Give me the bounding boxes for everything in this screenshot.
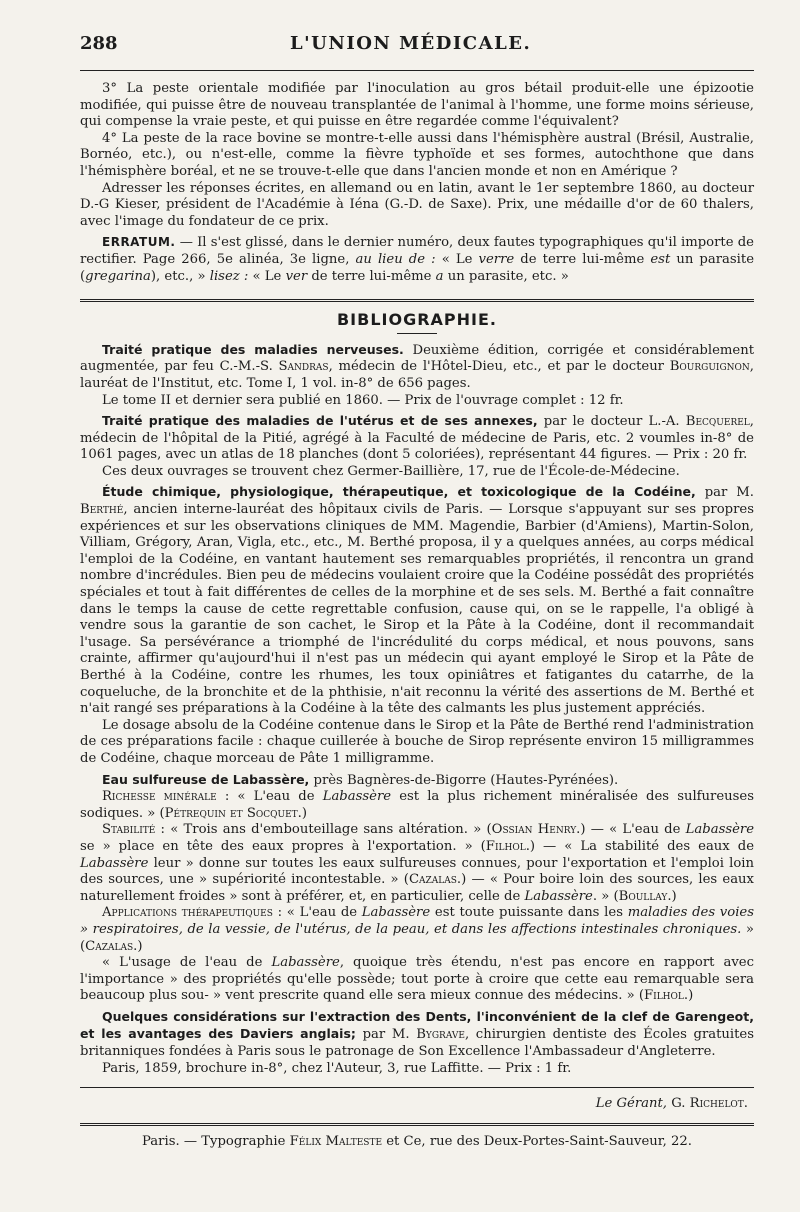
labassere-name: Labassère	[80, 855, 149, 871]
erratum-lisez: lisez :	[209, 268, 249, 284]
gerant-name: G. Richelot.	[671, 1096, 748, 1112]
page-number: 288	[80, 33, 118, 54]
entry-title: Quelques considérations sur l'extraction des Dents, l'inconvénient de la clef de Garengeot, et les avantages des Daviers anglais;	[80, 1008, 754, 1042]
printer-text: Paris. — Typographie	[142, 1133, 290, 1149]
entry-text: .)	[297, 805, 307, 821]
section-divider	[80, 299, 754, 304]
printer-line	[80, 1134, 754, 1151]
entry-title: Étude chimique, physiologique, thérapeutique, et toxicologique de la Codéine,	[102, 484, 696, 500]
entry-text: leur » donne sur toutes les eaux sulfureuses connues, pour l'exportation et l'emploi loin des sources, une » supériorité incontestable. » (	[80, 855, 754, 888]
entry-note: Le dosage absolu de la Codéine contenue dans le Sirop et la Pâte de Berthé rend l'administration de ces préparations facile : chaque cuillerée à bouche de Sirop représente environ 15 milligrammes de Codéine, chaque morceau de Pâte 1 milligramme.	[80, 717, 754, 766]
entry-author: Cazalas	[85, 938, 134, 954]
entry-labassere	[80, 772, 754, 790]
entry-text: .)	[133, 938, 143, 954]
erratum-text: de terre lui-même	[514, 251, 651, 267]
printer-text: et Ce, rue des Deux-Portes-Saint-Sauveur, 22.	[382, 1133, 692, 1149]
erratum-paragraph	[80, 234, 754, 285]
entry-author: Berthé	[80, 502, 124, 518]
entry-author: Sandras	[278, 359, 329, 375]
labassere-name: Labassère	[361, 905, 431, 921]
entry-author: Filhol	[485, 838, 526, 854]
footer-rule	[80, 1087, 754, 1088]
entry-codeine	[80, 484, 754, 717]
labassere-name: Labassère	[271, 955, 340, 971]
entry-uterus	[80, 413, 754, 464]
entry-text: , lauréat de l'Institut, etc. Tome I, 1 vol. in-8° de 656 pages.	[80, 359, 754, 391]
entry-author: Bourguignon	[669, 359, 750, 375]
entry-author: Filhol	[644, 988, 684, 1004]
entry-title: Eau sulfureuse de Labassère,	[102, 771, 310, 787]
applications-label: Applications thérapeutiques :	[102, 905, 283, 921]
journal-title: L'UNION MÉDICALE.	[290, 33, 532, 54]
entry-text: .) — « Pour boire loin des sources, les eaux naturellement froides » sont à préférer, et, en particulier, celle de	[80, 872, 754, 904]
prize-announcement: Adresser les réponses écrites, en allemand ou en latin, avant le 1er septembre 1860, au docteur D.-G Kieser, président de l'Académie à Iéna (G.-D. de Saxe). Prix, une médaille d'or de 60 thalers, avec l'image du fondateur de ce prix.	[80, 180, 754, 229]
entry-text: , chirurgien dentiste des Écoles gratuites britanniques fondées à Paris sous le patronage de Son Excellence l'Ambassadeur d'Angleterre.	[80, 1027, 755, 1060]
entry-text: . » (	[592, 888, 619, 904]
entry-author: Boullay	[618, 888, 668, 904]
question-3: 3° La peste orientale modifiée par l'inoculation au gros bétail produit-elle une épizootie modifiée, qui puisse être de nouveau transplantée de l'animal à l'homme, une forme moins sérieuse, qui compense la vraie peste, et qui puisse en être regardée comme l'équivalent?	[80, 81, 754, 130]
entry-nerveuses	[80, 342, 754, 393]
erratum-a: a	[435, 268, 444, 284]
erratum-verre: verre	[478, 251, 515, 267]
printer-name: Félix Malteste	[289, 1133, 383, 1149]
usage-paragraph	[80, 955, 754, 1005]
stabilite-paragraph	[80, 822, 754, 905]
entry-text: par M.	[695, 485, 754, 501]
entry-author: Bygrave	[416, 1027, 465, 1043]
entry-author: Becquerel	[685, 414, 750, 430]
applications-italic: maladies des voies » respiratoires, de la vessie, de l'utérus, de la peau, et dans les affections intestinales chroniques.	[80, 905, 754, 937]
richesse-paragraph	[80, 789, 754, 822]
entry-text: par le docteur L.-A.	[537, 414, 686, 430]
title-underline	[397, 333, 437, 334]
entry-text: près Bagnères-de-Bigorre (Hautes-Pyrénées).	[309, 772, 619, 788]
erratum-text: un parasite, etc. »	[443, 268, 569, 284]
entry-text: .) — « La stabilité des eaux de	[525, 838, 754, 854]
erratum-au-lieu-de: au lieu de :	[355, 251, 436, 267]
erratum-text: de terre lui-même	[307, 268, 436, 284]
erratum-text: — Il s'est glissé, dans le dernier numéro, deux fautes typographiques qu'il importe de rectifier. Page 266, 5e alinéa, 3e ligne,	[80, 235, 754, 267]
entry-text: est la plus richement minéralisée des sulfureuses sodiques. » (	[80, 789, 754, 821]
entry-author: Pétrequin et Socquet	[164, 805, 298, 821]
entry-text: .) — « L'eau de	[576, 822, 686, 838]
entry-author: Ossian Henry	[491, 822, 577, 838]
entry-text: « L'usage de l'eau de	[102, 955, 272, 971]
stabilite-label: Stabilité :	[102, 822, 165, 838]
labassere-name: Labassère	[685, 822, 755, 838]
entry-text: , médecin de l'Hôtel-Dieu, etc., et par le docteur	[328, 359, 670, 375]
entry-title: Traité pratique des maladies nerveuses.	[102, 341, 404, 357]
printer-rule	[80, 1123, 754, 1128]
erratum-label: ERRATUM.	[102, 235, 176, 250]
applications-paragraph	[80, 905, 754, 955]
entry-dents	[80, 1009, 754, 1061]
entry-text: .)	[667, 888, 677, 904]
entry-text: « Trois ans d'embouteillage sans altération. » (	[164, 822, 492, 838]
header-rule	[80, 70, 754, 71]
entry-text: , médecin de l'hôpital de la Pitié, agrégé à la Faculté de médecine de Paris, etc. 2 voumles in-8° de 1061 pages, avec un atlas de 18 planches (dont 5 coloriées), représentant 44 figures. — Prix : 20 fr.	[80, 414, 754, 463]
entry-text: , quoique très étendu, n'est pas encore en rapport avec l'importance » des propriétés qu'elle possède; tout porte à croire que cette eau remarquable sera beaucoup plus sou- » vent prescrite quand elle sera mieux connue des médecins. » (	[80, 955, 754, 1004]
erratum-text: « Le	[435, 251, 479, 267]
erratum-text: ), etc., »	[150, 268, 210, 284]
entry-text: se » place en tête des eaux propres à l'exportation. » (	[80, 838, 486, 854]
gerant-line	[80, 1096, 754, 1113]
entry-text: par M.	[355, 1027, 417, 1043]
entry-text: » (	[80, 921, 754, 954]
entry-text: « L'eau de	[282, 905, 362, 921]
entry-author: Cazalas	[408, 872, 457, 888]
labassere-name: Labassère	[524, 888, 593, 904]
entry-title: Traité pratique des maladies de l'utérus et de ses annexes,	[102, 413, 538, 429]
entry-note: Le tome II et dernier sera publié en 1860. — Prix de l'ouvrage complet : 12 fr.	[102, 392, 624, 408]
question-4: 4° La peste de la race bovine se montre-t-elle aussi dans l'hémisphère austral (Brésil, Australie, Bornéo, etc.), ou n'est-elle, comme la fièvre typhoïde et ses formes, autochthone que dans l'hémisphère boréal, et ne se trouve-t-elle que dans l'ancien monde et non en Amérique ?	[80, 130, 754, 179]
erratum-gregarina: gregarina	[85, 268, 151, 284]
erratum-est: est	[650, 251, 671, 267]
gerant-label: Le Gérant,	[595, 1096, 667, 1112]
labassere-name: Labassère	[322, 789, 392, 805]
page-header	[80, 33, 754, 62]
erratum-text: un parasite (	[80, 251, 754, 284]
erratum-text: « Le	[248, 268, 286, 284]
entry-note: Paris, 1859, brochure in-8°, chez l'Auteur, 3, rue Laffitte. — Prix : 1 fr.	[102, 1060, 572, 1076]
entry-text: Deuxième édition, corrigée et considérablement augmentée, par feu C.-M.-S.	[80, 342, 755, 375]
entry-text: est toute puissante dans les	[430, 905, 628, 921]
richesse-label: Richesse minérale :	[102, 789, 230, 805]
entry-text: « L'eau de	[229, 789, 323, 805]
entry-text: , ancien interne-lauréat des hôpitaux civils de Paris. — Lorsque s'appuyant sur ses propres expériences et sur les observations cliniques de MM. Magendie, Barbier (d'Amiens), Martin-Solon, Villiam, Grégory, Aran, Vigla, etc., etc., M. Berthé proposa, il y a quelques années, au corps médical l'emploi de la Codéine, en vantant hautement ses remarquables propriétés, il rencontra un grand nombre d'incrédules. Bien peu de médecins voulaient croire que la Codéine possédât des propriétés spéciales et tout à fait différentes de celles de la morphine et de ses sels. M. Berthé a fait connaître dans le temps la cause de cette regrettable confusion, cause qui, on se le rappelle, l'a obligé à vendre sous la garantie de son cachet, le Sirop et la Pâte à la Codéine, dont il recommandait l'usage. Sa persévérance a triomphé de l'incrédulité du corps médical, et nous pouvons, sans crainte, affirmer qu'aujourd'hui il n'est pas un médecin qui ayant employé le Sirop et la Pâte de Berthé à la Codéine, contre les rhumes, les toux opiniâtres et fatigantes du catarrhe, de la coqueluche, de la bronchite et de la phthisie, n'ait reconnu la vérité des assertions de M. Berthé et n'ait rangé ses préparations à la Codéine à la tête des calmants les plus justement appréciés.	[80, 502, 754, 717]
entry-text: .)	[683, 988, 694, 1004]
bibliographie-title: BIBLIOGRAPHIE.	[336, 310, 497, 330]
erratum-ver: ver	[285, 268, 308, 284]
entry-note: Ces deux ouvrages se trouvent chez Germer-Baillière, 17, rue de l'École-de-Médecine.	[102, 463, 680, 479]
